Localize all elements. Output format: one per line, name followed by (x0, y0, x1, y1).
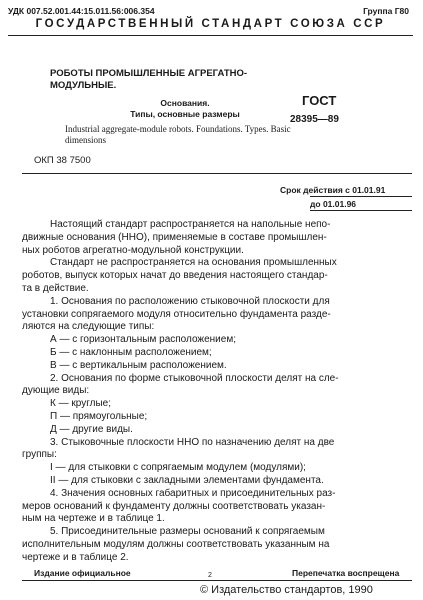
official-edition: Издание официальное (34, 568, 131, 578)
subtitle-line-2: Типы, основные размеры (130, 109, 240, 119)
body-line: установки сопрягаемого модуля относительно фундамента разде- (22, 308, 331, 320)
body-line: I — для стыковки с сопрягаемым модулем (модулями); (50, 462, 306, 474)
body-line: дующие виды: (22, 385, 90, 397)
body-line: А — с горизонтальным расположением; (50, 334, 236, 346)
body-line: чертеже и в таблице 2. (22, 551, 129, 563)
group-code: Группа Г80 (363, 6, 409, 16)
english-title: Industrial aggregate-module robots. Foundations. Types. Basic dimensions (65, 124, 291, 145)
body-line: Стандарт не распространяется на основания промышленных (50, 257, 337, 269)
copyright: © Издательство стандартов, 1990 (200, 584, 373, 596)
body-line: П — прямоугольные; (50, 410, 148, 422)
body-line: движные основания (ННО), применяемые в составе промышлен- (22, 231, 327, 243)
body-line: ляются на следующие типы: (22, 321, 155, 333)
body-line: исполнительным модулям должны соответствовать указанным на (22, 538, 330, 550)
body-line: В — с вертикальным расположением. (50, 359, 227, 371)
body-line: 2. Основания по форме стыковочной плоскости делят на сле- (50, 372, 339, 384)
document-title: РОБОТЫ ПРОМЫШЛЕННЫЕ АГРЕГАТНО-МОДУЛЬНЫЕ. (50, 68, 248, 91)
gost-number: 28395—89 (290, 114, 339, 125)
body-text (22, 219, 412, 565)
body-line: К — круглые; (50, 398, 111, 410)
reprint-notice: Перепечатка воспрещена (292, 568, 400, 578)
subtitle-line-1: Основания. (160, 98, 210, 108)
body-line: группы: (22, 449, 57, 461)
validity-until: до 01.01.96 (310, 199, 357, 209)
subtitle-block (110, 98, 260, 120)
body-line: Д — другие виды. (50, 423, 133, 435)
standard-banner: ГОСУДАРСТВЕННЫЙ СТАНДАРТ СОЮЗА ССР (35, 18, 386, 30)
validity-rule-1 (310, 196, 412, 197)
body-line: та в действие. (22, 282, 89, 294)
body-line: роботов, выпуск которых начат до введения настоящего стандар- (22, 270, 328, 282)
udk-code: УДК 007.52.001.44:15.011.56:006.354 (8, 6, 155, 16)
body-line: II — для стыковки с закладными элементами фундамента. (50, 474, 324, 486)
validity-rule-2 (310, 210, 412, 211)
body-line: 3. Стыковочные плоскости ННО по назначению делят на две (50, 436, 335, 448)
body-line: Б — с наклонным расположением; (50, 346, 212, 358)
body-line: 4. Значения основных габаритных и присоединительных раз- (50, 487, 336, 499)
page-number: 2 (208, 572, 212, 579)
body-line: ным на чертеже и в таблице 1. (22, 513, 165, 525)
banner-rule (8, 35, 413, 36)
gost-label: ГОСТ (302, 93, 337, 108)
footer-rule (22, 580, 412, 581)
body-line: 5. Присоединительные размеры оснований к сопрягаемым (50, 526, 325, 538)
okp-rule (22, 173, 412, 174)
body-line: 1. Основания по расположению стыковочной плоскости для (50, 295, 330, 307)
body-line: Настоящий стандарт распространяется на напольные непо- (50, 219, 331, 230)
validity-from: Срок действия с 01.01.91 (280, 185, 386, 195)
body-line: ных роботов агрегатно-модульной конструкции. (22, 244, 244, 256)
okp-code: ОКП 38 7500 (34, 155, 91, 166)
body-line: меров оснований к фундаменту должны соответствовать указан- (22, 500, 326, 512)
